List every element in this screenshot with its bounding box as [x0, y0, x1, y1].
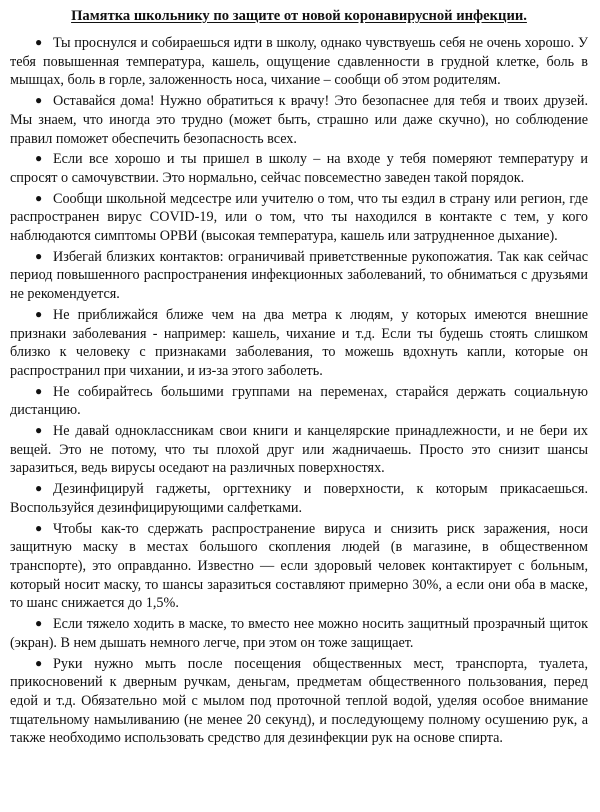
bullet-icon: ● — [35, 520, 43, 535]
list-item — [10, 479, 588, 517]
bullet-icon: ● — [35, 616, 43, 631]
list-item-text: Если тяжело ходить в маске, то вместо нее можно носить защитный прозрачный щиток (экран). В нем дышать немного легче, при этом он тоже защищает. — [10, 616, 588, 651]
bullet-icon: ● — [35, 306, 43, 321]
bullet-icon: ● — [35, 93, 43, 108]
list-item-text: Не приближайся ближе чем на два метра к людям, у которых имеются внешние признаки заболевания - например: кашель, чихание и т.д. Если ты будешь стоять слишком близко к человеку с признаками заболевания, то можешь вдохнуть капли, которые он распространил при чихании, и из-за этого заболеть. — [10, 306, 588, 379]
bullet-icon: ● — [35, 655, 43, 670]
list-item — [10, 421, 588, 478]
list-item — [10, 519, 588, 614]
list-item-text: Сообщи школьной медсестре или учителю о том, что ты ездил в страну или регион, где распространен вирус COVID-19, или о том, что ты находился в контакте с тем, у кого наблюдаются симптомы ОРВИ (высокая температура, кашель или затрудненное дыхание). — [10, 190, 588, 245]
list-item-text: Дезинфицируй гаджеты, оргтехнику и поверхности, к которым прикасаешься. Воспользуйся дезинфицирующими салфетками. — [10, 481, 588, 516]
list-item-text: Оставайся дома! Нужно обратиться к врачу! Это безопаснее для тебя и твоих друзей. Мы знаем, что иногда это трудно (может быть, страшно или даже скучно), но соблюдение правил поможет обеспечить безопасность всех. — [10, 93, 588, 147]
list-item — [10, 149, 588, 187]
list-item-text: Не собирайтесь большими группами на переменах, старайся держать социальную дистанцию. — [10, 383, 588, 419]
list-item — [10, 189, 588, 246]
bullet-icon: ● — [35, 383, 43, 398]
bullet-icon: ● — [35, 190, 43, 205]
bullet-icon: ● — [35, 248, 43, 263]
list-item — [10, 654, 588, 749]
list-item-text: Ты проснулся и собираешься идти в школу, однако чувствуешь себя не очень хорошо. У тебя повышенная температура, кашель, ощущение сдавленности в грудной клетке, боль в мышцах, боль в горле, заложенность носа, чихание – сообщи об этом родителям. — [10, 35, 588, 89]
document-title: Памятка школьнику по защите от новой коронавирусной инфекции. — [71, 8, 527, 24]
list-item-text: Если все хорошо и ты пришел в школу – на входе у тебя померяют температуру и спросят о самочувствии. Это нормально, сейчас повсеместно заведен такой порядок. — [10, 151, 588, 186]
bullet-icon: ● — [35, 35, 43, 49]
bullet-icon: ● — [35, 481, 43, 496]
list-item — [10, 91, 588, 148]
list-item — [10, 247, 588, 304]
bullet-icon: ● — [35, 423, 43, 438]
list-item — [10, 305, 588, 381]
list-item — [10, 614, 588, 652]
list-item — [10, 33, 588, 90]
list-item-text: Руки нужно мыть после посещения общественных мест, транспорта, туалета, прикосновений к дверным ручкам, деньгам, предметам общественного пользования, перед едой и т.д. Обязательно мой с мылом под проточной теплой водой, уделяя особое внимание тщательному намыливанию (не менее 20 секунд), и последующему полному осушению рук, а также необходимо использовать средство для дезинфекции рук на основе спирта. — [10, 655, 588, 747]
list-item-text: Чтобы как-то сдержать распространение вируса и снизить риск заражения, носи защитную маску в местах большого скопления людей (в магазине, в общественном транспорте), это оправданно. Известно — если здоровый человек контактирует с больным, который носит маску, то шансы заразиться составляют примерно 30%, а если они оба в маске, то шанс снижается до 1,5%. — [10, 520, 588, 612]
bullet-icon: ● — [35, 151, 43, 166]
list-item-text: Не давай одноклассникам свои книги и канцелярские принадлежности, и не бери их вещей. Это не потому, что ты плохой друг или жадничаешь. Просто это снизит шансы заразиться, ведь вирусы оседают на различных поверхностях. — [10, 423, 588, 477]
list-item — [10, 382, 588, 420]
list-item-text: Избегай близких контактов: ограничивай приветственные рукопожатия. Так как сейчас период повышенного распространения инфекционных заболеваний, то обниматься с друзьями не рекомендуется. — [10, 248, 588, 303]
